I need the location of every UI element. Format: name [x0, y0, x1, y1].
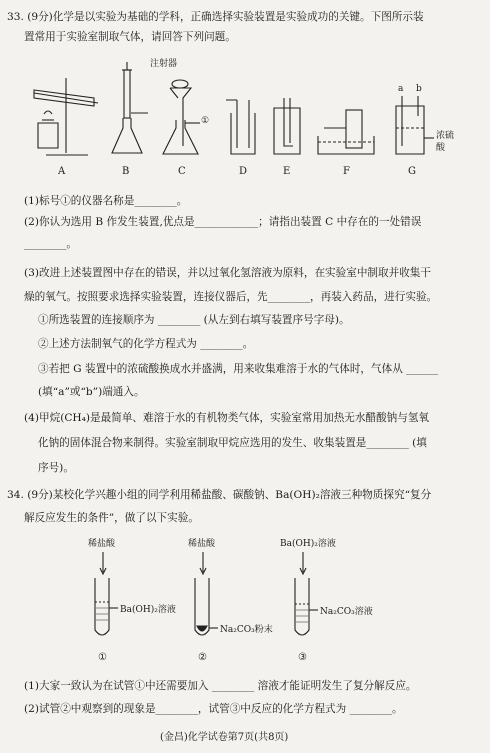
apparatus-b [112, 62, 148, 153]
q33-part1: (1)标号①的仪器名称是________。 [24, 195, 188, 207]
q33-part3-line5: ③若把 G 装置中的浓硫酸换成水并盛满，用来收集难溶于水的气体时，气体从 ______ [38, 363, 438, 375]
q33-part3-line3: ①所选装置的连接顺序为 ________ (从左到右填写装置序号字母)。 [38, 314, 350, 326]
q33-intro-line2: 置常用于实验室制取气体，请回答下列问题。 [24, 31, 236, 43]
apparatus-c [163, 80, 200, 154]
q33-part3-line1: (3)改进上述装置图中存在的错误，并以过氧化氢溶液为原料，在实验室中制取并收集干 [24, 267, 431, 279]
q33-part3-line2: 燥的氧气。按照要求选择实验装置，连接仪器后，先________，再装入药品，进行实验。 [24, 291, 438, 303]
label-g: G [408, 166, 416, 177]
page-footer: (金昌)化学试卷第7页(共8页) [160, 732, 289, 743]
g-port-a: a [398, 84, 404, 94]
tube1-number: ① [98, 652, 107, 663]
apparatus-d [226, 100, 255, 154]
label-a: A [58, 166, 66, 177]
label-c: C [178, 166, 186, 177]
syringe-label: 注射器 [150, 59, 178, 69]
label-d: D [239, 166, 248, 177]
acid-label-1: 浓硫 [436, 131, 455, 141]
apparatus-figure [28, 58, 468, 188]
circle-one-label: ① [201, 116, 210, 126]
tube1-top-label: 稀盐酸 [88, 539, 116, 549]
tube2-side-label: Na₂CO₃粉末 [220, 625, 273, 635]
q33-part2-line2: ________。 [24, 238, 77, 250]
apparatus-a [34, 78, 98, 155]
g-port-b: b [416, 84, 422, 94]
q33-intro-line1: 33. (9分)化学是以实验为基础的学科，正确选择实验装置是实验成功的关键。下图所示装 [7, 11, 424, 23]
tube-1 [95, 552, 118, 635]
q33-part3-line4: ②上述方法制氧气的化学方程式为 ________。 [38, 338, 254, 350]
tube-2 [195, 552, 218, 635]
q34-intro-line2: 解反应发生的条件”，做了以下实验。 [24, 512, 199, 524]
test-tubes-figure [60, 530, 440, 675]
q33-part3-line6: (填“a”或“b”)端通入。 [38, 386, 145, 398]
label-f: F [343, 166, 350, 177]
q33-part4-line1: (4)甲烷(CH₄)是最简单、难溶于水的有机物类气体，实验室常用加热无水醋酸钠与氢氧 [24, 412, 430, 424]
tube2-top-label: 稀盐酸 [188, 539, 216, 549]
q34-part1: (1)大家一致认为在试管①中还需要加入 ________ 溶液才能证明发生了复分解反应。 [24, 680, 417, 692]
tube1-side-label: Ba(OH)₂溶液 [120, 605, 176, 615]
apparatus-e [274, 98, 300, 154]
apparatus-f [318, 110, 374, 154]
apparatus-g [396, 96, 434, 154]
tube2-number: ② [198, 652, 207, 663]
q33-part4-line2: 化钠的固体混合物来制得。实验室制取甲烷应选用的发生、收集装置是________ (填 [38, 437, 427, 449]
tube-3 [295, 552, 318, 635]
tube3-side-label: Na₂CO₃溶液 [320, 607, 373, 617]
tube3-top-label: Ba(OH)₂溶液 [280, 539, 336, 549]
tube3-number: ③ [298, 652, 307, 663]
q34-intro-line1: 34. (9分)某校化学兴趣小组的同学利用稀盐酸、碳酸钠、Ba(OH)₂溶液三种物质探究“复分 [7, 489, 432, 501]
label-b: B [122, 166, 130, 177]
q33-part2-line1: (2)你认为选用 B 作发生装置,优点是____________；请指出装置 C 中存在的一处错误 [24, 216, 422, 228]
q34-part2: (2)试管②中观察到的现象是________，试管③中反应的化学方程式为 ________。 [24, 703, 403, 715]
label-e: E [283, 166, 291, 177]
acid-label-2: 酸 [436, 143, 446, 153]
q33-part4-line3: 序号)。 [38, 462, 74, 474]
